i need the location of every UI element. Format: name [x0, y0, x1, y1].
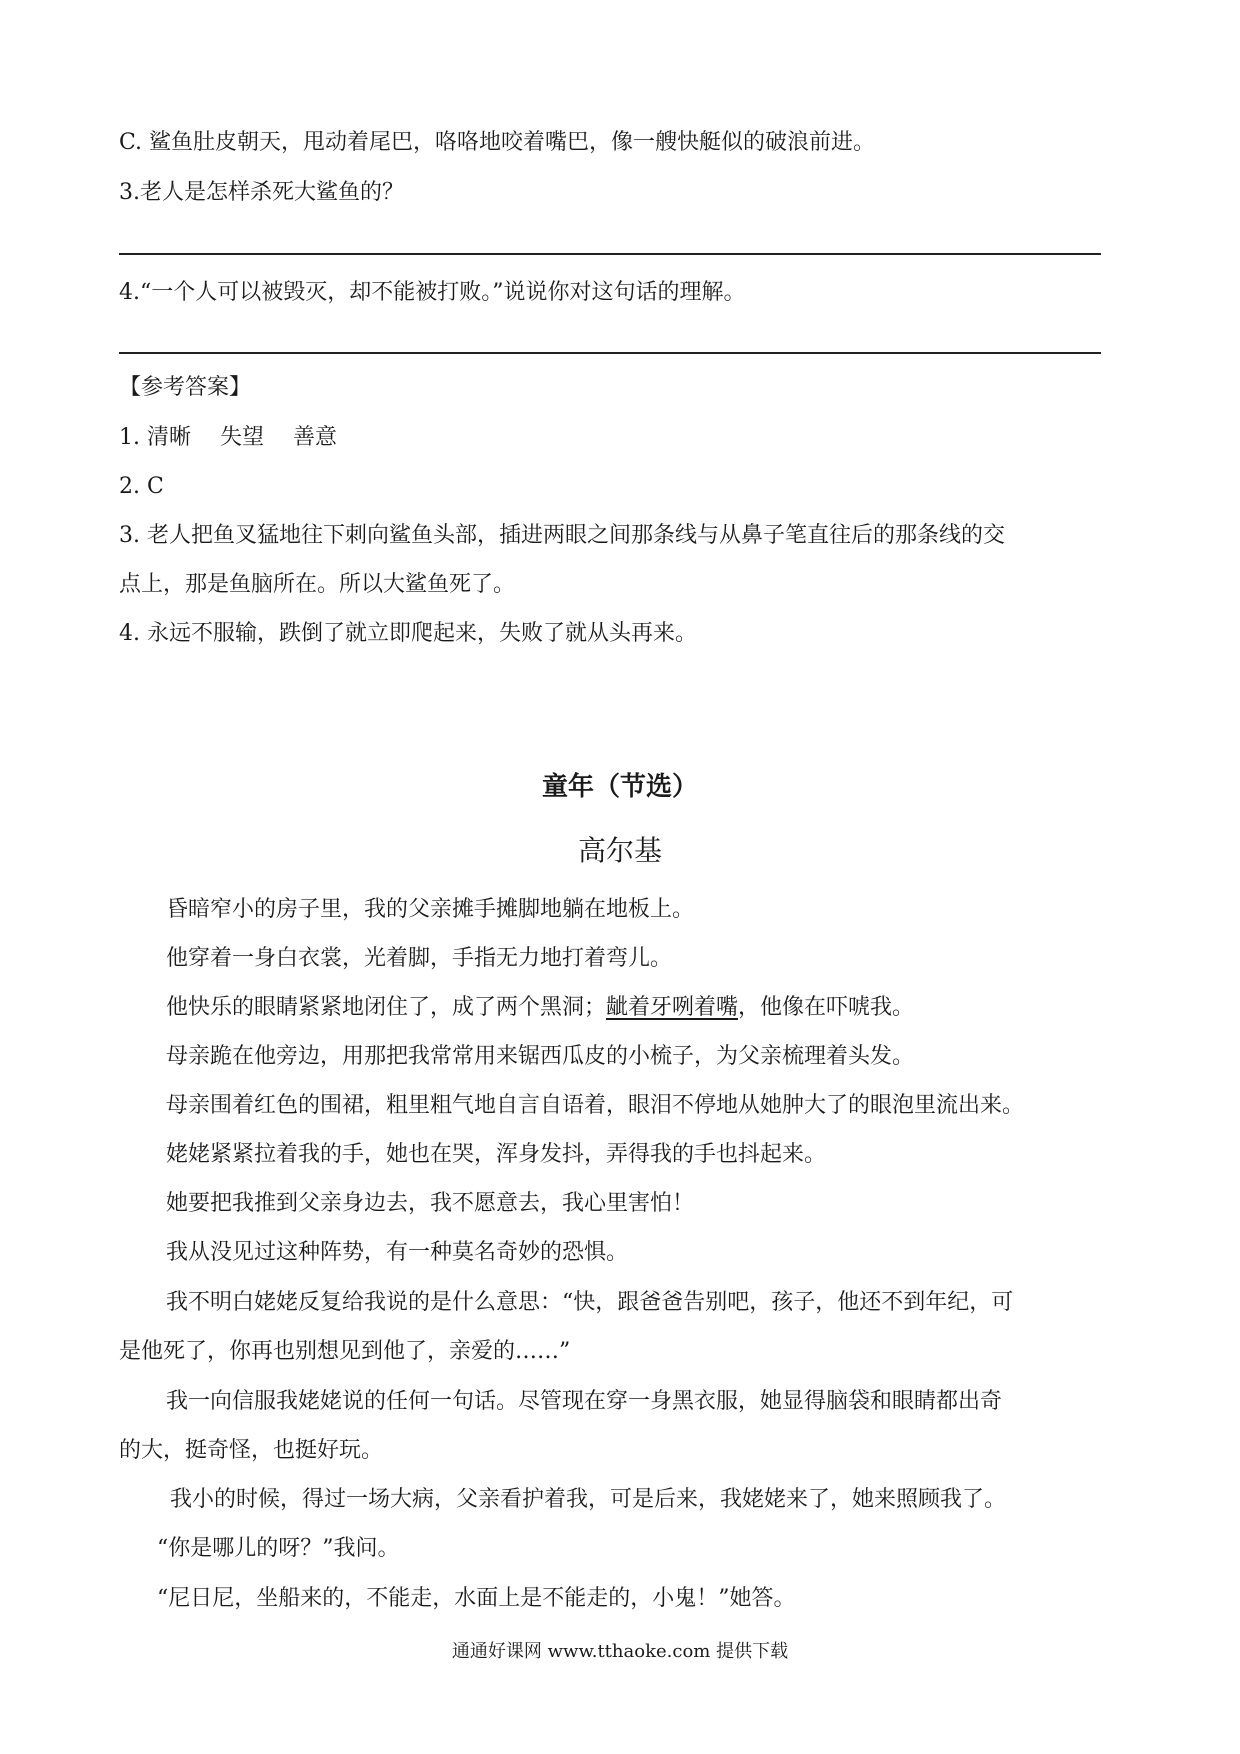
paragraph-11: 我小的时候，得过一场大病，父亲看护着我，可是后来，我姥姥来了，她来照顾我了。 [170, 1487, 1007, 1512]
answer-3-line-1: 3. 老人把鱼叉猛地往下刺向鲨鱼头部，插进两眼之间那条线与从鼻子笔直往后的那条线的交 [119, 523, 1005, 548]
paragraph-10-line-1: 我一向信服我姥姥说的任何一句话。尽管现在穿一身黑衣服，她显得脑袋和眼睛都出奇 [166, 1389, 1003, 1414]
article-title: 童年（节选） [541, 772, 698, 802]
paragraph-4: 母亲跪在他旁边，用那把我常常用来锯西瓜皮的小梳子，为父亲梳理着头发。 [166, 1044, 915, 1069]
answer-2: 2. C [119, 474, 164, 499]
article-author: 高尔基 [577, 834, 662, 867]
answer-1: 1. 清晰 失望 善意 [119, 425, 337, 450]
answer-line-q4 [119, 352, 1101, 354]
question-4: 4.“一个人可以被毁灭，却不能被打败。”说说你对这句话的理解。 [119, 280, 746, 305]
paragraph-2: 他穿着一身白衣裳，光着脚，手指无力地打着弯儿。 [166, 946, 673, 971]
paragraph-9-line-2: 是他死了，你再也别想见到他了，亲爱的……” [119, 1339, 571, 1364]
paragraph-3 [166, 993, 1130, 1023]
paragraph-8: 我从没见过这种阵势，有一种莫名奇妙的恐惧。 [166, 1240, 629, 1265]
paragraph-5: 母亲围着红色的围裙，粗里粗气地自言自语着，眼泪不停地从她肿大了的眼泡里流出来。 [166, 1093, 1025, 1118]
paragraph-1: 昏暗窄小的房子里，我的父亲摊手摊脚地躺在地板上。 [166, 897, 695, 922]
paragraph-6: 姥姥紧紧拉着我的手，她也在哭，浑身发抖，弄得我的手也抖起来。 [166, 1142, 827, 1167]
answers-heading: 【参考答案】 [119, 375, 252, 400]
underlined-phrase: 龇着牙咧着嘴 [606, 995, 739, 1020]
paragraph-3-start: 他快乐的眼睛紧紧地闭住了，成了两个黑洞； [166, 995, 607, 1020]
answer-3-line-2: 点上，那是鱼脑所在。所以大鲨鱼死了。 [119, 572, 516, 597]
question-3: 3.老人是怎样杀死大鲨鱼的？ [119, 180, 404, 205]
paragraph-3-end: ，他像在吓唬我。 [738, 995, 915, 1020]
paragraph-9-line-1: 我不明白姥姥反复给我说的是什么意思：“快，跟爸爸告别吧，孩子，他还不到年纪，可 [166, 1290, 1014, 1315]
answer-line-q3 [119, 253, 1101, 255]
paragraph-13: “尼日尼，坐船来的，不能走，水面上是不能走的，小鬼！”她答。 [157, 1586, 796, 1611]
paragraph-10-line-2: 的大，挺奇怪，也挺好玩。 [119, 1438, 384, 1463]
page-footer: 通通好课网 www.tthaoke.com 提供下载 [451, 1641, 789, 1662]
paragraph-12: “你是哪儿的呀？”我问。 [157, 1536, 400, 1561]
answer-4: 4. 永远不服输，跌倒了就立即爬起来，失败了就从头再来。 [119, 621, 697, 646]
question-option-c: C. 鲨鱼肚皮朝天，甩动着尾巴，咯咯地咬着嘴巴，像一艘快艇似的破浪前进。 [119, 130, 876, 155]
paragraph-7: 她要把我推到父亲身边去，我不愿意去，我心里害怕！ [166, 1191, 695, 1216]
